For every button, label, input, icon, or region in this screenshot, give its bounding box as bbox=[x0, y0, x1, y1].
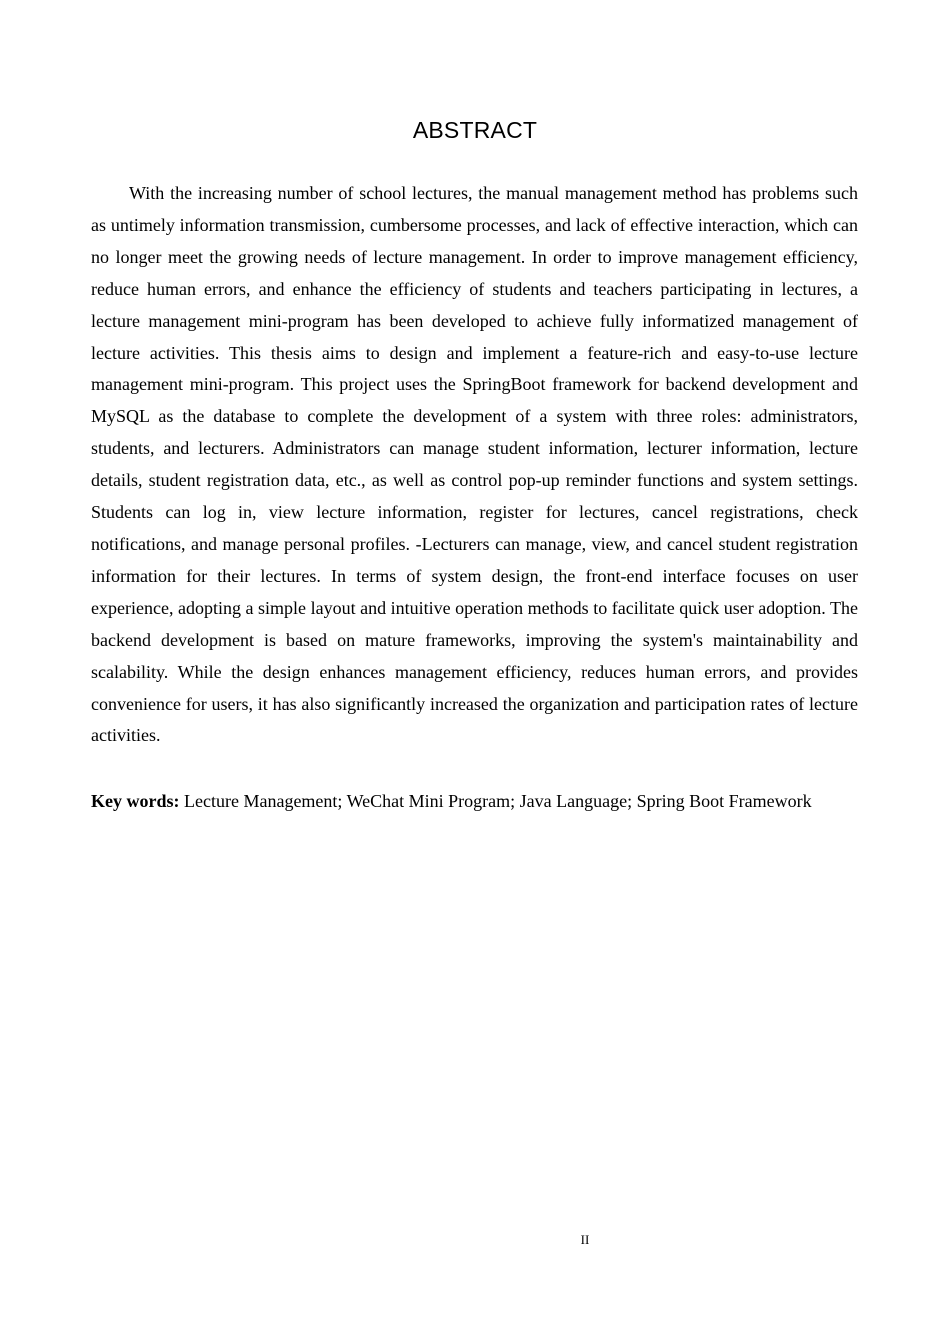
abstract-paragraph: With the increasing number of school lectures, the manual management method has problems such as untimely information transmission, cumbersome processes, and lack of effective interaction, which can no longer meet the growing needs of lecture management. In order to improve management efficiency, reduce human errors, and enhance the efficiency of students and teachers participating in lectures, a lecture management mini-program has been developed to achieve fully informatized management of lecture activities. This thesis aims to design and implement a feature-rich and easy-to-use lecture management mini-program. This project uses the SpringBoot framework for backend development and MySQL as the database to complete the development of a system with three roles: administrators, students, and lecturers. Administrators can manage student information, lecturer information, lecture details, student registration data, etc., as well as control pop-up reminder functions and system settings. Students can log in, view lecture information, register for lectures, cancel registrations, check notifications, and manage personal profiles. -Lecturers can manage, view, and cancel student registration information for their lectures. In terms of system design, the front-end interface focuses on user experience, adopting a simple layout and intuitive operation methods to facilitate quick user adoption. The backend development is based on mature frameworks, improving the system's maintainability and scalability. While the design enhances management efficiency, reduces human errors, and provides convenience for users, it has also significantly increased the organization and participation rates of lecture activities. bbox=[91, 183, 858, 746]
page-number: II bbox=[580, 1232, 590, 1247]
keywords-label: Key words: bbox=[91, 791, 180, 811]
keywords-text: Lecture Management; WeChat Mini Program; Java Language; Spring Boot Framework bbox=[184, 791, 812, 811]
abstract-heading: ABSTRACT bbox=[412, 117, 538, 143]
keywords-line bbox=[91, 786, 871, 816]
